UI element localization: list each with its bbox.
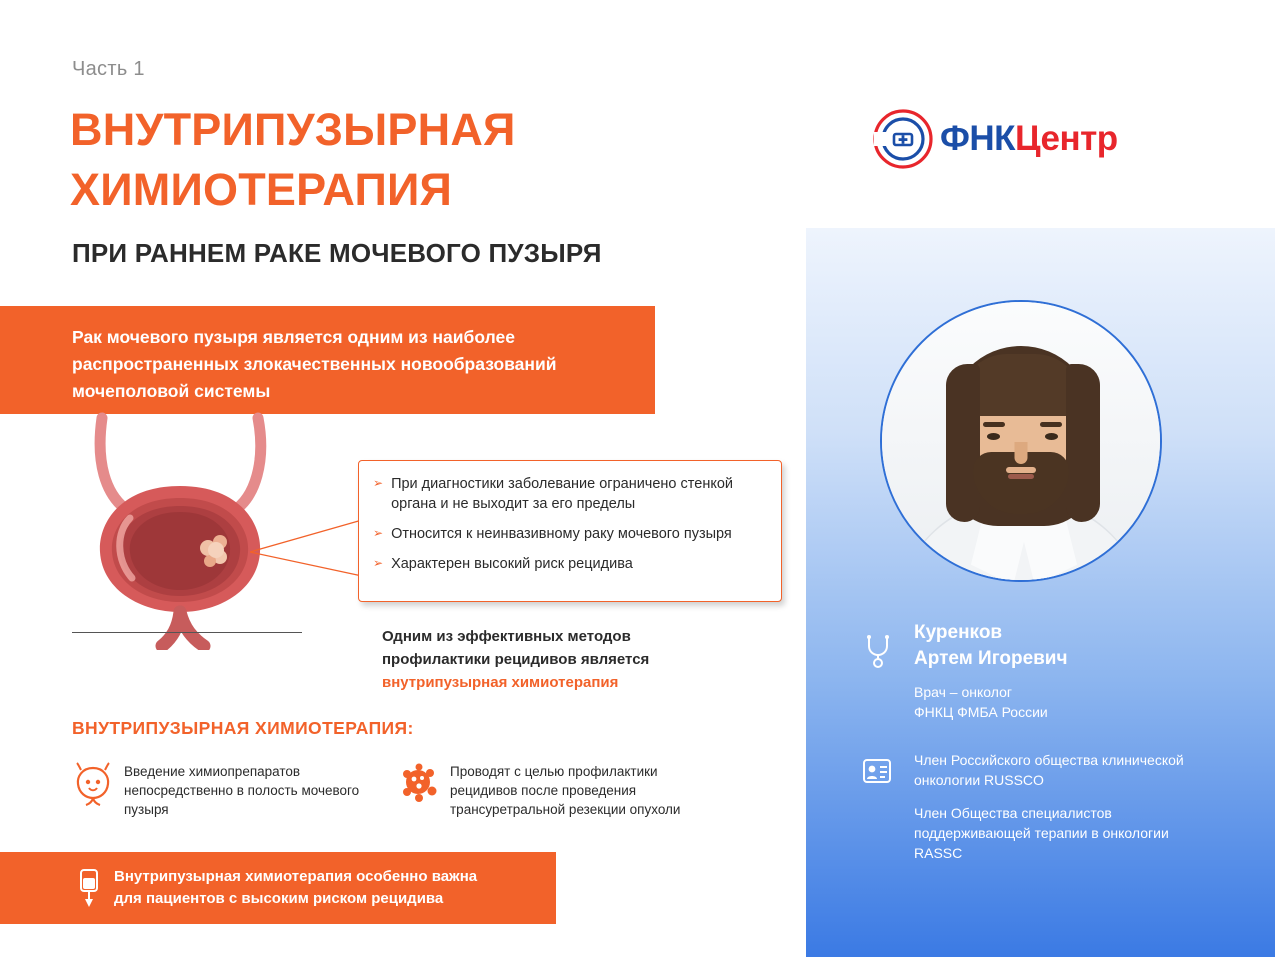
method-line2: профилактики рецидивов является <box>382 650 650 668</box>
cancer-cell-icon <box>398 762 440 806</box>
bladder-icon <box>72 762 114 806</box>
brand-logo <box>872 108 1172 170</box>
bottom-banner-text <box>114 866 477 910</box>
doctor-name <box>914 620 1068 671</box>
id-card-icon <box>862 756 892 786</box>
membership-item: Член Общества специалистов поддерживающей терапии в онкологии RASSC <box>914 804 1169 862</box>
page-title-line2: ХИМИОТЕРАПИЯ <box>70 163 453 215</box>
doctor-memberships <box>914 750 1214 875</box>
fnkc-logo-mark-icon <box>872 108 934 170</box>
arrow-bullet-icon: ➢ <box>373 476 384 490</box>
doctor-role <box>914 682 1048 723</box>
iv-drip-icon <box>72 868 106 908</box>
part-label: Часть 1 <box>72 58 145 80</box>
bladder-illustration <box>60 400 360 650</box>
doctor-role-line1: Врач – онколог <box>914 684 1012 700</box>
doctor-photo <box>880 300 1162 582</box>
page-subtitle: ПРИ РАННЕМ РАКЕ МОЧЕВОГО ПУЗЫРЯ <box>72 238 602 268</box>
callout-item-text: Характерен высокий риск рецидива <box>391 556 633 572</box>
arrow-bullet-icon: ➢ <box>373 556 384 570</box>
doctor-portrait-illustration <box>882 302 1160 580</box>
method-text <box>382 626 742 694</box>
page-title <box>70 100 770 220</box>
logo-text-red: Центр <box>1015 119 1118 158</box>
method-line3-accent: внутрипузырная химиотерапия <box>382 673 619 691</box>
membership-item: Член Российского общества клинической онкологии RUSSCO <box>914 752 1184 789</box>
feature-item <box>72 762 402 819</box>
doctor-role-line2: ФНКЦ ФМБА России <box>914 704 1048 721</box>
logo-wordmark <box>940 119 1118 159</box>
callout-item-text: Относится к неинвазивному раку мочевого пузыря <box>391 526 732 542</box>
illustration-baseline <box>72 632 302 633</box>
bottom-banner-line2: для пациентов с высоким риском рецидива <box>114 890 444 907</box>
lead-banner: Рак мочевого пузыря является одним из наиболее распространенных злокачественных новообразований мочеполовой системы <box>0 306 655 414</box>
logo-text-blue: ФНК <box>940 119 1016 158</box>
method-line1: Одним из эффективных методов <box>382 628 631 645</box>
section-heading: ВНУТРИПУЗЫРНАЯ ХИМИОТЕРАПИЯ: <box>72 718 414 738</box>
bottom-banner-line1: Внутрипузырная химиотерапия особенно важна <box>114 868 478 886</box>
doctor-name-line1: Куренков <box>914 622 1003 643</box>
stethoscope-icon <box>862 634 896 668</box>
doctor-name-line2: Артем Игоревич <box>914 647 1068 669</box>
feature-item <box>398 762 728 819</box>
feature-text: Введение химиопрепаратов непосредственно в полость мочевого пузыря <box>124 764 360 818</box>
callout-item <box>373 524 767 544</box>
callout-item <box>373 554 767 574</box>
callout-item <box>373 474 767 514</box>
page-title-line1: ВНУТРИПУЗЫРНАЯ <box>70 104 516 155</box>
callout-item-text: При диагностики заболевание ограничено стенкой органа и не выходит за его пределы <box>391 476 733 512</box>
arrow-bullet-icon: ➢ <box>373 526 384 540</box>
callout-box <box>358 460 782 602</box>
bottom-banner <box>0 852 556 924</box>
feature-text: Проводят с целью профилактики рецидивов после проведения трансуретральной резекции опухоли <box>450 764 681 818</box>
